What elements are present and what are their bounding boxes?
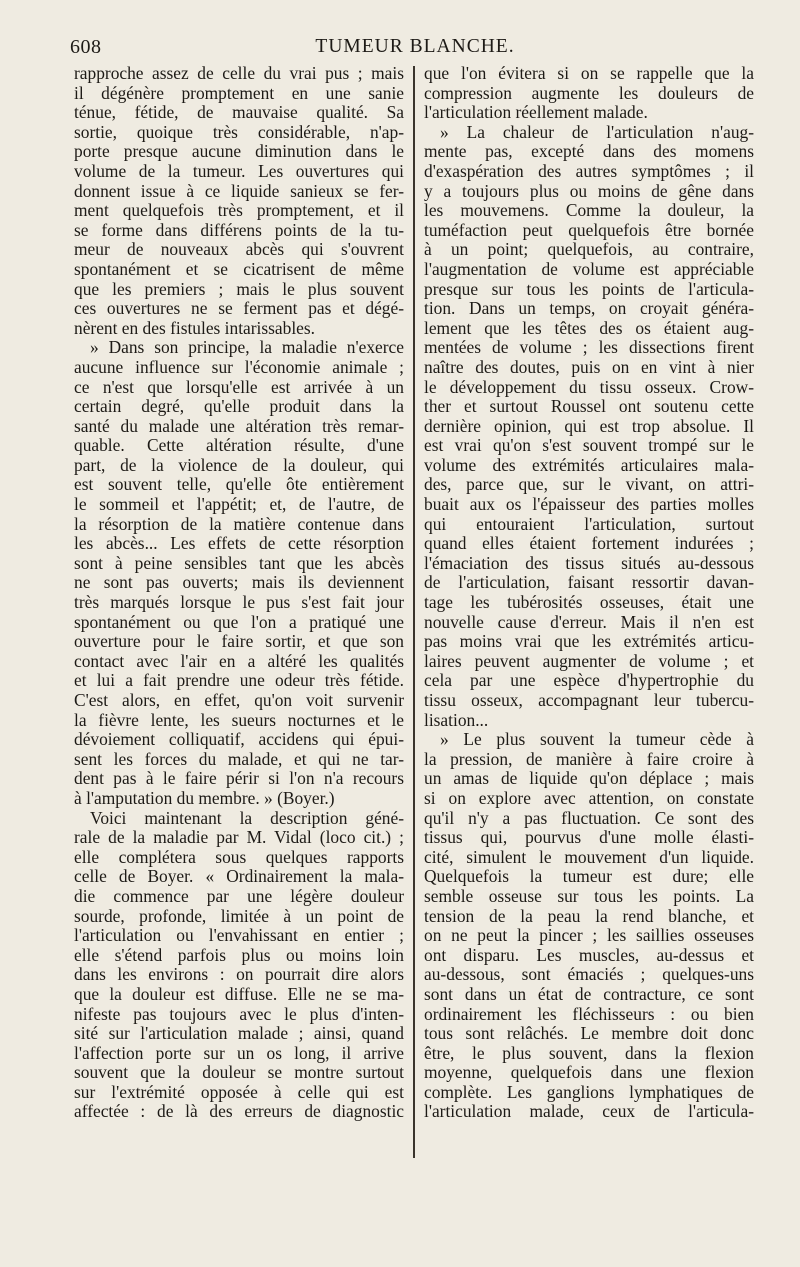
text-line: l'articulation ou l'envahissant en entier ; (74, 925, 404, 946)
text-line: ouverture pour le faire sortir, et que son (74, 631, 404, 652)
text-line: santé du malade une altération très remar- (74, 415, 404, 436)
text-line: semble osseuse sur tous les points. La (424, 885, 754, 906)
text-line: » La chaleur de l'articulation n'aug- (440, 121, 754, 142)
text-line: à un point; quelquefois, au contraire, (424, 239, 754, 260)
text-line: et lui a fait prendre une odeur très fétide. (74, 670, 404, 691)
text-line: » Le plus souvent la tumeur cède à (440, 729, 754, 750)
right-column (424, 64, 754, 1122)
page-number: 608 (70, 36, 102, 58)
text-line: tissus qui, pourvus d'une molle élasti- (424, 827, 754, 848)
text-line: l'articulation malade, ceux de l'articula- (424, 1101, 754, 1122)
text-line: part, de la violence de la douleur, qui (74, 454, 404, 475)
text-line: la pression, de manière à faire croire à (424, 748, 754, 769)
text-line: elle s'étend parfois plus ou moins loin (74, 944, 404, 965)
text-line: la résorption de la matière contenue dans (74, 513, 404, 534)
text-line: sont à peine sensibles tant que les abcès (74, 552, 404, 573)
text-line: l'augmentation de volume est appréciable (424, 258, 754, 279)
text-line: tension de la peau la rend blanche, et (424, 905, 754, 926)
text-line: être, le plus souvent, dans la flexion (424, 1042, 754, 1063)
column-divider (413, 66, 415, 1158)
text-line: die commence par une légère douleur (74, 885, 404, 906)
text-line: volume des extrémités articulaires mala- (424, 454, 754, 475)
text-line: » Dans son principe, la maladie n'exerce (90, 337, 404, 358)
text-line: complète. Les ganglions lymphatiques de (424, 1081, 754, 1102)
text-line: tage les tubérosités osseuses, était une (424, 592, 754, 613)
text-line: tuméfaction peut quelquefois être bornée (424, 219, 754, 240)
text-line: Quelquefois la tumeur est dure; elle (424, 866, 754, 887)
text-line: y a toujours plus ou moins de gêne dans (424, 180, 754, 201)
text-line: elle complétera sous quelques rapports (74, 846, 404, 867)
text-line: sourde, profonde, limitée à un point de (74, 905, 404, 926)
text-line: ces ouvertures ne se ferment pas et dégé- (74, 298, 404, 319)
text-line: l'émaciation des tissus situés au-dessous (424, 552, 754, 573)
text-line: pas moins vrai que les extrémités articu- (424, 631, 754, 652)
text-line: sont dans un état de contracture, ce sont (424, 983, 754, 1004)
text-line: nèrent en des fistules intarissables. (74, 317, 315, 338)
text-line: sortie, quoique très considérable, n'ap- (74, 121, 404, 142)
text-line: qu'il n'y a pas fluctuation. Ce sont des (424, 807, 754, 828)
text-line: dans les environs : on pourrait dire alors (74, 964, 404, 985)
text-line: souvent que la douleur se montre surtout (74, 1062, 404, 1083)
text-line: contact avec l'air en a altéré les qualités (74, 650, 404, 671)
text-line: moyenne, quelquefois dans une flexion (424, 1062, 754, 1083)
text-line: au-dessous, sont émaciés ; quelques-uns (424, 964, 754, 985)
text-line: si on explore avec attention, on constate (424, 787, 754, 808)
left-column (74, 64, 404, 1122)
text-line: quand elles étaient fortement indurées ; (424, 533, 754, 554)
text-line: tous sont relâchés. Le membre doit donc (424, 1023, 754, 1044)
text-line: un amas de liquide qu'on déplace ; mais (424, 768, 754, 789)
text-line: spontanément ou que l'on a pratiqué une (74, 611, 404, 632)
text-line: dévoiement colliquatif, accidens qui épui- (74, 729, 404, 750)
text-line: nifeste pas toujours avec le plus d'inten- (74, 1003, 404, 1024)
text-line: que l'on évitera si on se rappelle que la (424, 63, 754, 83)
text-line: rapproche assez de celle du vrai pus ; mais (74, 63, 404, 83)
text-line: cela par une espèce d'hypertrophie du (424, 670, 754, 691)
text-line: de l'articulation, faisant ressortir davan- (424, 572, 754, 593)
text-line: spontanément et se cicatrisent de même (74, 258, 404, 279)
text-line: donnent issue à ce liquide sanieux se fer- (74, 180, 404, 201)
running-head (70, 36, 760, 62)
text-line: cité, simulent le mouvement d'un liquide. (424, 846, 754, 867)
text-line: volume de la tumeur. Les ouvertures qui (74, 160, 404, 181)
text-line: ténue, fétide, de mauvaise qualité. Sa (74, 102, 404, 123)
text-line: très marqués lorsque le pus s'est fait jour (74, 592, 404, 613)
text-line: buait aux os l'épaisseur des parties molles (424, 494, 754, 515)
text-line: que les premiers ; mais le plus souvent (74, 278, 404, 299)
text-line: lement que les têtes des os étaient aug- (424, 317, 754, 338)
text-line: qui entouraient l'articulation, surtout (424, 513, 754, 534)
text-line: des, parce que, sur le vivant, on attri- (424, 474, 754, 495)
text-line: quable. Cette altération résulte, d'une (74, 435, 404, 456)
text-line: les abcès... Les effets de cette résorption (74, 533, 404, 554)
text-line: ment quelquefois très promptement, et il (74, 200, 404, 221)
text-line: à l'amputation du membre. » (Boyer.) (74, 787, 335, 808)
text-line: celle de Boyer. « Ordinairement la mala- (74, 866, 404, 887)
text-line: l'articulation réellement malade. (424, 102, 648, 123)
text-line: sité sur l'articulation malade ; ainsi, quand (74, 1023, 404, 1044)
text-line: dernière opinion, qui est trop absolue. Il (424, 415, 754, 436)
text-line: la fièvre lente, les sueurs nocturnes et le (74, 709, 404, 730)
text-line: tissu osseux, accompagnant leur tubercu- (424, 690, 754, 710)
text-line: porte presque aucune diminution dans le (74, 141, 404, 162)
text-line: sent les forces du malade, et qui ne tar- (74, 748, 404, 769)
text-line: presque sur tous les points de l'articula- (424, 278, 754, 299)
text-line: mentées de volume ; les dissections firent (424, 337, 754, 358)
text-line: les mouvemens. Comme la douleur, la (424, 200, 754, 221)
text-line: aucune influence sur l'économie animale ; (74, 356, 404, 377)
text-line: est vrai qu'on s'est souvent trompé sur le (424, 435, 754, 456)
text-line: ther et surtout Roussel ont soutenu cette (424, 396, 754, 417)
text-line: affectée : de là des erreurs de diagnostic (74, 1101, 404, 1122)
text-line: sur l'extrémité opposée à celle qui est (74, 1081, 404, 1102)
text-line: que la douleur est diffuse. Elle ne se ma- (74, 983, 404, 1004)
text-line: naître des doutes, puis on en vint à nier (424, 356, 754, 377)
text-line: le développement du tissu osseux. Crow- (424, 376, 754, 397)
running-title: TUMEUR BLANCHE. (315, 36, 515, 57)
text-line: l'affection porte sur un os long, il arrive (74, 1042, 404, 1063)
text-line: nouvelle cause d'erreur. Mais il n'en est (424, 611, 754, 632)
text-line: compression augmente les douleurs de (424, 82, 754, 103)
text-line: lisation... (424, 709, 489, 730)
text-line: ont disparu. Les muscles, au-dessus et (424, 944, 754, 965)
text-line: certain degré, qu'elle produit dans la (74, 396, 404, 417)
text-line: ordinairement les fléchisseurs : ou bien (424, 1003, 754, 1024)
text-line: rale de la maladie par M. Vidal (loco cit.) ; (74, 827, 404, 848)
text-line: mente pas, excepté dans des momens (424, 141, 754, 162)
text-line: laires peuvent augmenter de volume ; et (424, 650, 754, 671)
text-line: Voici maintenant la description géné- (90, 807, 404, 828)
text-line: est souvent telle, qu'elle ôte entièrement (74, 474, 404, 495)
text-line: ce n'est que lorsqu'elle est arrivée à un (74, 376, 404, 397)
text-line: il dégénère promptement en une sanie (74, 82, 404, 103)
text-line: C'est alors, en effet, qu'on voit survenir (74, 690, 404, 710)
text-line: on ne peut la pincer ; les saillies osseuses (424, 925, 754, 946)
text-line: le sommeil et l'appétit; et, de l'autre, de (74, 494, 404, 515)
text-line: ne sont pas ouverts; mais ils deviennent (74, 572, 404, 593)
text-line: d'exaspération des autres symptômes ; il (424, 160, 754, 181)
text-line: tion. Dans un temps, on croyait généra- (424, 298, 754, 319)
text-line: se forme dans différens points de la tu- (74, 219, 404, 240)
text-line: dent pas à le faire périr si l'on n'a recours (74, 768, 404, 789)
text-line: meur de nouveaux abcès qui s'ouvrent (74, 239, 404, 260)
